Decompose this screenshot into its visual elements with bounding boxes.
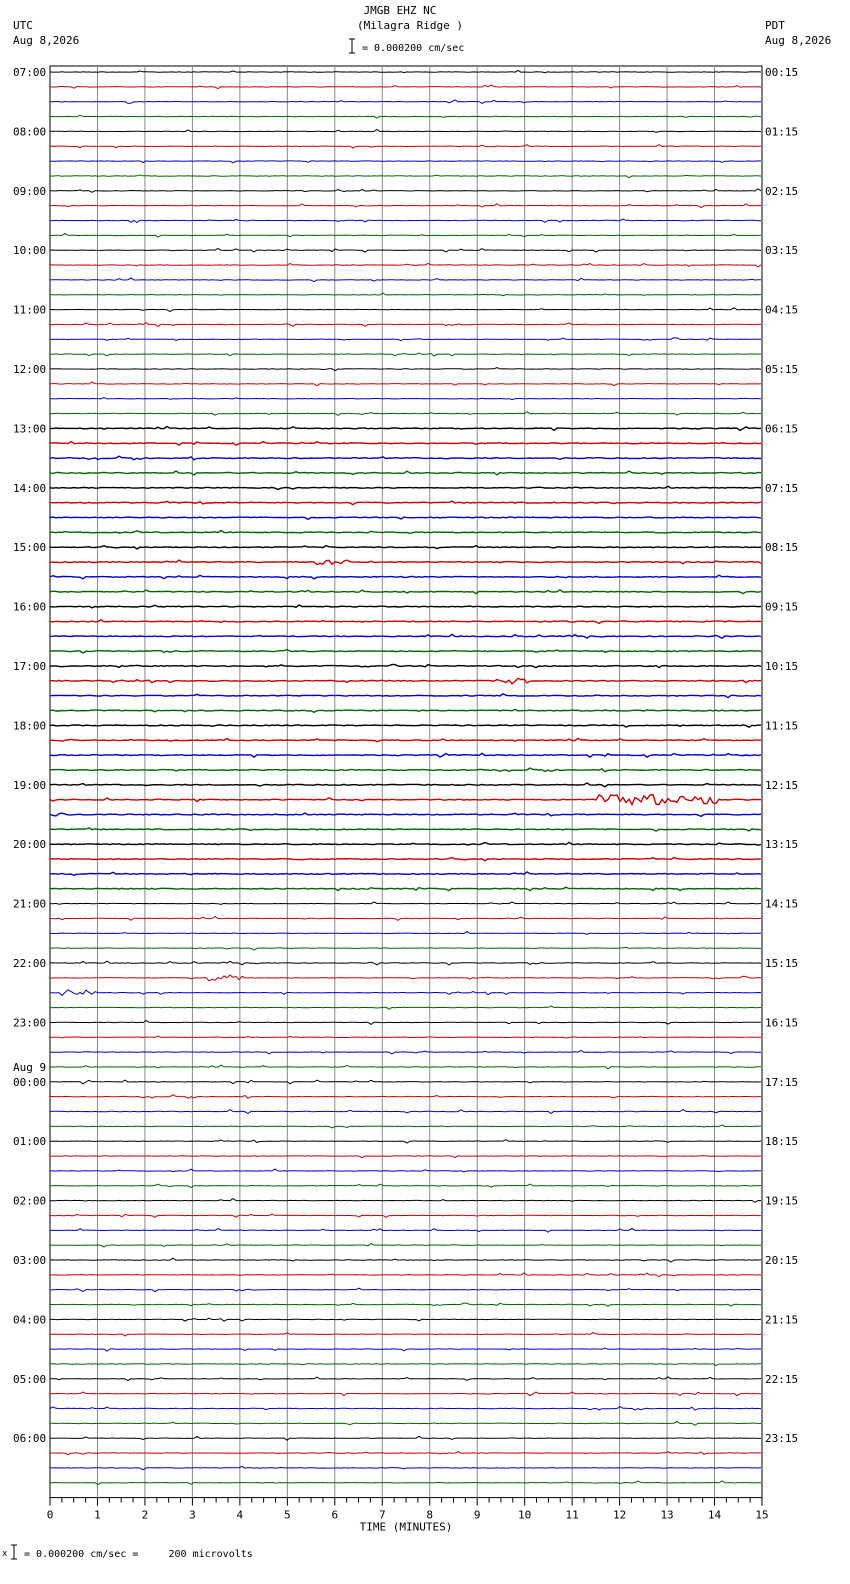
pdt-hour-label: 15:15 [765,957,799,970]
utc-hour-label: 21:00 [13,897,47,911]
trace-line [50,471,761,475]
trace-line [50,293,761,296]
pdt-hour-label: 13:15 [765,838,799,852]
trace-line [50,189,761,193]
trace-line [50,1364,761,1366]
trace-line [50,575,761,579]
pdt-hour-label: 06:15 [765,422,799,436]
trace-line [50,517,761,519]
x-tick-label: 8 [426,1508,434,1522]
trace-line [50,1184,761,1187]
trace-line [50,1466,761,1469]
trace-line [50,456,761,460]
utc-hour-label: 08:00 [13,125,47,139]
trace-line [50,100,761,104]
utc-hour-label: 17:00 [13,660,47,673]
left-timezone: UTC [13,19,33,32]
utc-hour-label: 00:00 [13,1075,47,1089]
trace-line [50,398,761,400]
pdt-hour-label: 12:15 [765,778,799,792]
trace-line [50,858,761,861]
utc-hour-label: 06:00 [13,1432,47,1446]
pdt-hour-label: 04:15 [765,303,799,317]
trace-line [50,1006,761,1009]
trace-line [50,145,761,149]
utc-hour-label: 04:00 [13,1313,47,1327]
trace-line [50,427,761,431]
trace-line [50,233,761,237]
trace-line [50,795,761,805]
pdt-hour-label: 02:15 [765,184,799,198]
footer-marker: x [2,1549,8,1559]
trace-line [50,442,761,446]
trace-line [50,1156,761,1158]
left-date: Aug 8,2026 [13,34,80,47]
trace-line [50,1228,761,1232]
trace-line [50,1125,761,1128]
trace-line [50,694,761,698]
utc-hour-label: 23:00 [13,1016,47,1030]
trace-line [50,961,761,965]
trace-line [50,353,761,356]
trace-line [50,1036,761,1038]
pdt-hour-label: 14:15 [765,897,799,911]
utc-hour-label: 11:00 [13,303,47,317]
trace-line [50,947,761,950]
trace-line [50,1140,761,1143]
trace-line [50,1392,761,1396]
trace-line [50,605,761,608]
pdt-hour-label: 18:15 [765,1135,799,1149]
x-tick-label: 9 [473,1508,481,1522]
trace-line [50,368,761,371]
trace-line [50,1110,761,1114]
trace-line [50,1288,761,1291]
pdt-hour-label: 11:15 [765,719,799,733]
pdt-hour-label: 22:15 [765,1372,799,1386]
trace-line [50,1452,761,1455]
trace-line [50,1332,761,1336]
trace-line [50,917,761,921]
trace-line [50,887,761,890]
trace-line [50,768,761,772]
pdt-hour-label: 05:15 [765,363,799,376]
utc-hour-label: 03:00 [13,1254,47,1267]
trace-line [50,725,761,727]
trace-line [50,1318,761,1321]
pdt-hour-label: 16:15 [765,1016,799,1030]
pdt-hour-label: 19:15 [765,1194,799,1208]
right-date: Aug 8,2026 [765,34,832,47]
trace-line [50,1199,761,1203]
utc-hour-label: 01:00 [13,1135,47,1149]
right-timezone: PDT [765,19,785,32]
trace-line [50,560,761,565]
trace-line [50,263,761,267]
trace-line [50,323,761,327]
x-tick-label: 5 [284,1508,291,1522]
trace-line [50,85,761,89]
x-tick-label: 6 [331,1508,339,1522]
trace-line [50,634,761,638]
trace-line [50,1021,761,1025]
trace-line [50,1421,761,1425]
trace-line [50,248,761,252]
pdt-hour-label: 03:15 [765,244,799,258]
trace-line [50,1436,761,1440]
pdt-hour-label: 09:15 [765,600,799,614]
trace-line [50,1407,761,1411]
trace-line [50,412,761,416]
x-tick-label: 0 [46,1508,54,1522]
utc-hour-label: 07:00 [13,66,47,79]
trace-line [50,161,761,163]
utc-hour-label: 22:00 [13,957,47,970]
x-tick-label: 7 [378,1508,386,1522]
trace-line [50,278,761,282]
trace-line [50,1095,761,1099]
trace-line [50,486,761,489]
trace-line [50,650,761,653]
utc-hour-label: 13:00 [13,422,47,436]
x-tick-label: 1 [94,1508,101,1522]
trace-line [50,1377,761,1381]
trace-line [50,783,761,787]
utc-hour-label: 10:00 [13,244,47,258]
x-axis-label: TIME (MINUTES) [359,1520,453,1534]
trace-line [50,1273,761,1277]
trace-line [50,828,761,831]
pdt-hour-label: 07:15 [765,481,799,495]
trace-line [50,842,761,845]
trace-line [50,1258,761,1262]
trace-line [50,308,761,312]
utc-hour-label: 02:00 [13,1194,47,1208]
trace-line [50,1348,761,1351]
scale-label: = 0.000200 cm/sec [362,43,465,54]
trace-line [50,753,761,757]
footer-scale-label: = 0.000200 cm/sec = 200 microvolts [24,1549,253,1560]
x-tick-label: 10 [518,1508,532,1522]
pdt-hour-label: 20:15 [765,1254,799,1267]
trace-line [50,620,761,624]
trace-line [50,1050,761,1054]
trace-line [50,546,761,549]
x-tick-label: 15 [755,1508,769,1522]
trace-line [50,590,761,594]
trace-line [50,338,761,341]
trace-line [50,1214,761,1217]
trace-line [50,1481,761,1485]
trace-line [50,665,761,668]
pdt-hour-label: 08:15 [765,541,799,555]
x-tick-label: 11 [565,1508,579,1522]
trace-line [50,1065,761,1069]
utc-date-label: Aug 9 [13,1060,47,1074]
trace-line [50,130,761,133]
pdt-hour-label: 00:15 [765,66,799,79]
utc-hour-label: 18:00 [13,719,47,733]
pdt-hour-label: 10:15 [765,660,799,673]
x-tick-label: 3 [189,1508,196,1522]
trace-line [50,382,761,386]
x-tick-label: 4 [236,1508,244,1522]
trace-line [50,1244,761,1248]
trace-line [50,872,761,875]
site-subtitle: (Milagra Ridge ) [357,19,463,32]
utc-hour-label: 05:00 [13,1372,47,1386]
trace-line [50,932,761,935]
pdt-hour-label: 21:15 [765,1313,799,1327]
utc-hour-label: 12:00 [13,363,47,376]
trace-line [50,530,761,533]
x-tick-label: 2 [141,1508,149,1522]
trace-line [50,902,761,905]
x-tick-label: 12 [612,1508,627,1522]
utc-hour-label: 20:00 [13,838,47,852]
trace-line [50,1303,761,1306]
trace-line [50,115,761,118]
plot-frame [50,66,762,1498]
station-title: JMGB EHZ NC [363,4,437,17]
pdt-hour-label: 01:15 [765,125,799,139]
trace-line [50,70,761,72]
trace-line [50,738,761,741]
footer-scale-bar-icon [10,1544,18,1560]
x-tick-label: 14 [707,1508,722,1522]
trace-line [50,678,761,683]
trace-line [50,204,761,208]
utc-hour-label: 16:00 [13,600,47,614]
pdt-hour-label: 23:15 [765,1432,799,1446]
pdt-hour-label: 17:15 [765,1075,799,1089]
trace-line [50,219,761,222]
trace-line [50,975,761,981]
trace-line [50,1169,761,1172]
trace-line [50,175,761,178]
utc-hour-label: 14:00 [13,481,47,495]
utc-hour-label: 19:00 [13,778,47,792]
trace-line [50,501,761,504]
trace-line [50,990,761,996]
trace-line [50,1080,761,1084]
x-tick-label: 13 [660,1508,674,1522]
trace-line [50,709,761,712]
utc-hour-label: 09:00 [13,184,47,198]
trace-line [50,813,761,816]
utc-hour-label: 15:00 [13,541,47,555]
